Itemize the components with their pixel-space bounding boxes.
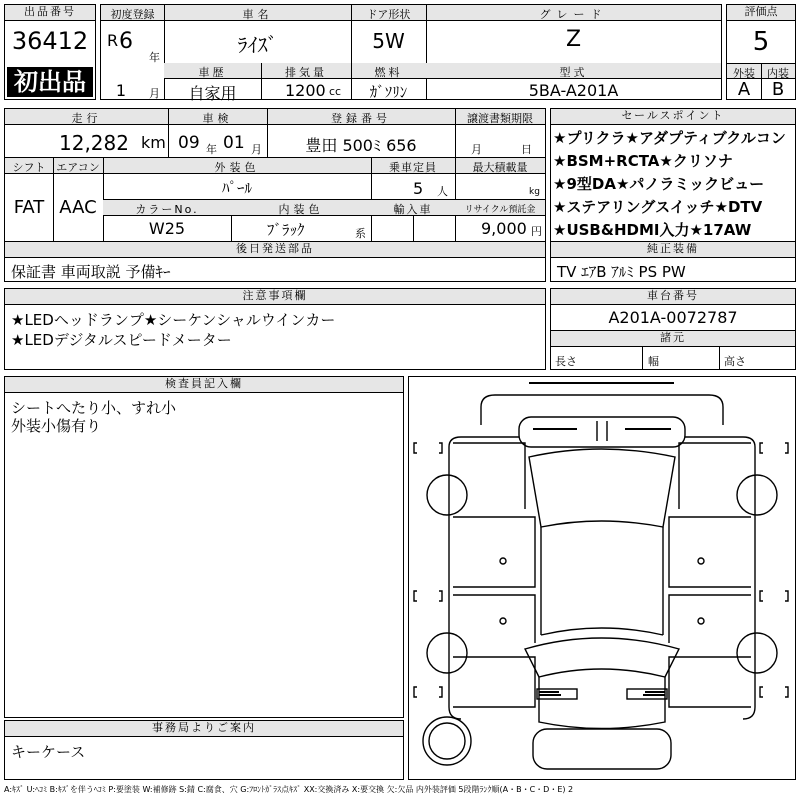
inspection-month: 01 — [223, 133, 245, 153]
mileage-value: 12,282 — [59, 131, 129, 155]
first-listing-badge: 初出品 — [7, 67, 93, 97]
sales-line-4: ★ステアリングスイッチ★DTV — [553, 198, 763, 216]
aircon-label: エアコン — [56, 161, 100, 174]
fuel-value: ｶﾞｿﾘﾝ — [369, 83, 408, 101]
car-outline-icon — [409, 377, 410, 378]
lot-label: 出品番号 — [5, 5, 95, 21]
displacement-unit: cc — [329, 85, 342, 98]
transfer-day-unit: 日 — [521, 143, 532, 156]
capacity-label: 乗車定員 — [389, 161, 437, 174]
caution-line-1: ★LEDヘッドランプ★シーケンシャルウインカー — [11, 311, 336, 329]
dims-length-label: 長さ — [555, 355, 577, 368]
caution-line-2: ★LEDデジタルスピードメーター — [11, 331, 232, 349]
first-reg-month: 1 — [115, 81, 127, 100]
color-label: 外装色 — [214, 161, 260, 174]
office-label: 事務局よりご案内 — [5, 721, 403, 737]
lot-box — [4, 4, 96, 100]
details-grid — [4, 108, 546, 282]
grade-value: Z — [565, 27, 582, 52]
aircon-value: AAC — [59, 197, 97, 218]
car-diagram — [408, 376, 796, 780]
caution-box — [4, 288, 546, 370]
fuel-label: 燃料 — [374, 66, 403, 79]
sales-line-5: ★USB&HDMI入力★17AW — [553, 221, 752, 239]
ext-score-value: A — [737, 79, 751, 100]
dims-label: 諸元 — [551, 331, 795, 347]
load-unit: kg — [529, 187, 540, 197]
equipment-value: TV ｴｱB ｱﾙﾐ PS PW — [557, 263, 686, 281]
first-reg-year-unit: 年 — [149, 51, 160, 64]
parts-label: 後日発送部品 — [5, 242, 545, 258]
inspection-year: 09 — [178, 133, 200, 153]
transfer-label: 譲渡書類期限 — [467, 112, 533, 125]
recycle-label: リサイクル預託金 — [464, 205, 536, 215]
first-reg-era: R — [107, 31, 119, 50]
inspector-label: 検査員記入欄 — [5, 377, 403, 393]
int-score-value: B — [771, 79, 785, 100]
dims-height-label: 高さ — [724, 355, 746, 368]
model-value: 5BA-A201A — [528, 81, 619, 100]
damage-legend: A:ｷｽﾞ U:ﾍｺﾐ B:ｷｽﾞを伴うﾍｺﾐ P:要塗装 W:補修跡 S:錆 C:腐食、穴 G:ﾌﾛﾝﾄｶﾞﾗｽ点ｷｽﾞ XX:交換済み X:要交換 欠:欠品 内外装評価 5段階ﾗﾝｸ順(A・B・C・D・E) 2 — [4, 785, 574, 794]
mileage-label: 走行 — [71, 112, 102, 125]
car-name-label: 車名 — [242, 8, 273, 21]
color-no-value: W25 — [148, 219, 186, 238]
parts-value: 保証書 車両取説 予備ｷｰ — [11, 263, 171, 281]
office-box — [4, 720, 404, 780]
import-label: 輸入車 — [393, 203, 433, 216]
ext-score-label: 外装 — [733, 67, 755, 80]
recycle-value: 9,000 — [481, 219, 527, 238]
sales-line-1: ★プリクラ★アダプティブクルコン — [553, 129, 786, 147]
equipment-label: 純正装備 — [551, 242, 795, 258]
history-value: 自家用 — [188, 84, 237, 103]
first-reg-year: 6 — [119, 29, 133, 54]
sales-line-3: ★9型DA★パノラミックビュー — [553, 175, 765, 193]
int-score-label: 内装 — [767, 67, 789, 80]
plate-label: 登録番号 — [331, 112, 391, 125]
displacement-value: 1200 — [285, 81, 326, 100]
color-value: ﾊﾟｰﾙ — [221, 179, 252, 197]
dims-width-label: 幅 — [648, 355, 659, 368]
office-value: キーケース — [11, 743, 86, 761]
lot-number: 36412 — [11, 27, 89, 55]
caution-label: 注意事項欄 — [5, 289, 545, 305]
first-reg-month-unit: 月 — [149, 87, 160, 100]
mileage-unit: km — [141, 133, 166, 152]
door-value: 5W — [372, 29, 405, 53]
door-label: ドア形状 — [366, 8, 411, 21]
score-label: 評価点 — [727, 5, 795, 21]
capacity-unit: 人 — [437, 185, 448, 198]
vehicle-header-grid — [100, 4, 722, 103]
sales-label: セールスポイント — [551, 109, 795, 125]
recycle-unit: 円 — [531, 225, 542, 238]
shift-value: FAT — [13, 197, 45, 218]
color-no-label: カラーNo. — [135, 203, 199, 216]
sales-points-box — [550, 108, 796, 282]
inspector-line-2: 外装小傷有り — [11, 417, 102, 435]
first-reg-label: 初度登録 — [110, 8, 155, 21]
plate-value: 豊田 500ﾐ 656 — [305, 136, 417, 155]
interior-label: 内装色 — [278, 203, 324, 216]
inspection-year-unit: 年 — [206, 143, 217, 156]
capacity-value: 5 — [413, 179, 424, 198]
grade-label: グレード — [539, 8, 608, 21]
score-value: 5 — [752, 27, 770, 57]
interior-suffix: 系 — [355, 227, 366, 240]
score-box — [726, 4, 796, 100]
model-label: 型式 — [559, 66, 588, 79]
chassis-box — [550, 288, 796, 370]
car-name-value: ﾗｲｽﾞ — [237, 33, 278, 57]
chassis-value: A201A-0072787 — [608, 308, 738, 327]
inspector-line-1: シートへたり小、すれ小 — [11, 399, 177, 417]
load-label: 最大積載量 — [472, 161, 528, 174]
interior-value: ﾌﾞﾗｯｸ — [267, 221, 305, 239]
shift-label: シフト — [12, 161, 46, 174]
inspection-label: 車検 — [202, 112, 233, 125]
transfer-month-unit: 月 — [471, 143, 482, 156]
inspection-month-unit: 月 — [251, 143, 262, 156]
inspector-box — [4, 376, 404, 718]
chassis-label: 車台番号 — [551, 289, 795, 305]
displacement-label: 排気量 — [285, 66, 327, 79]
history-label: 車歴 — [198, 66, 227, 79]
sales-line-2: ★BSM+RCTA★クリソナ — [553, 152, 733, 170]
